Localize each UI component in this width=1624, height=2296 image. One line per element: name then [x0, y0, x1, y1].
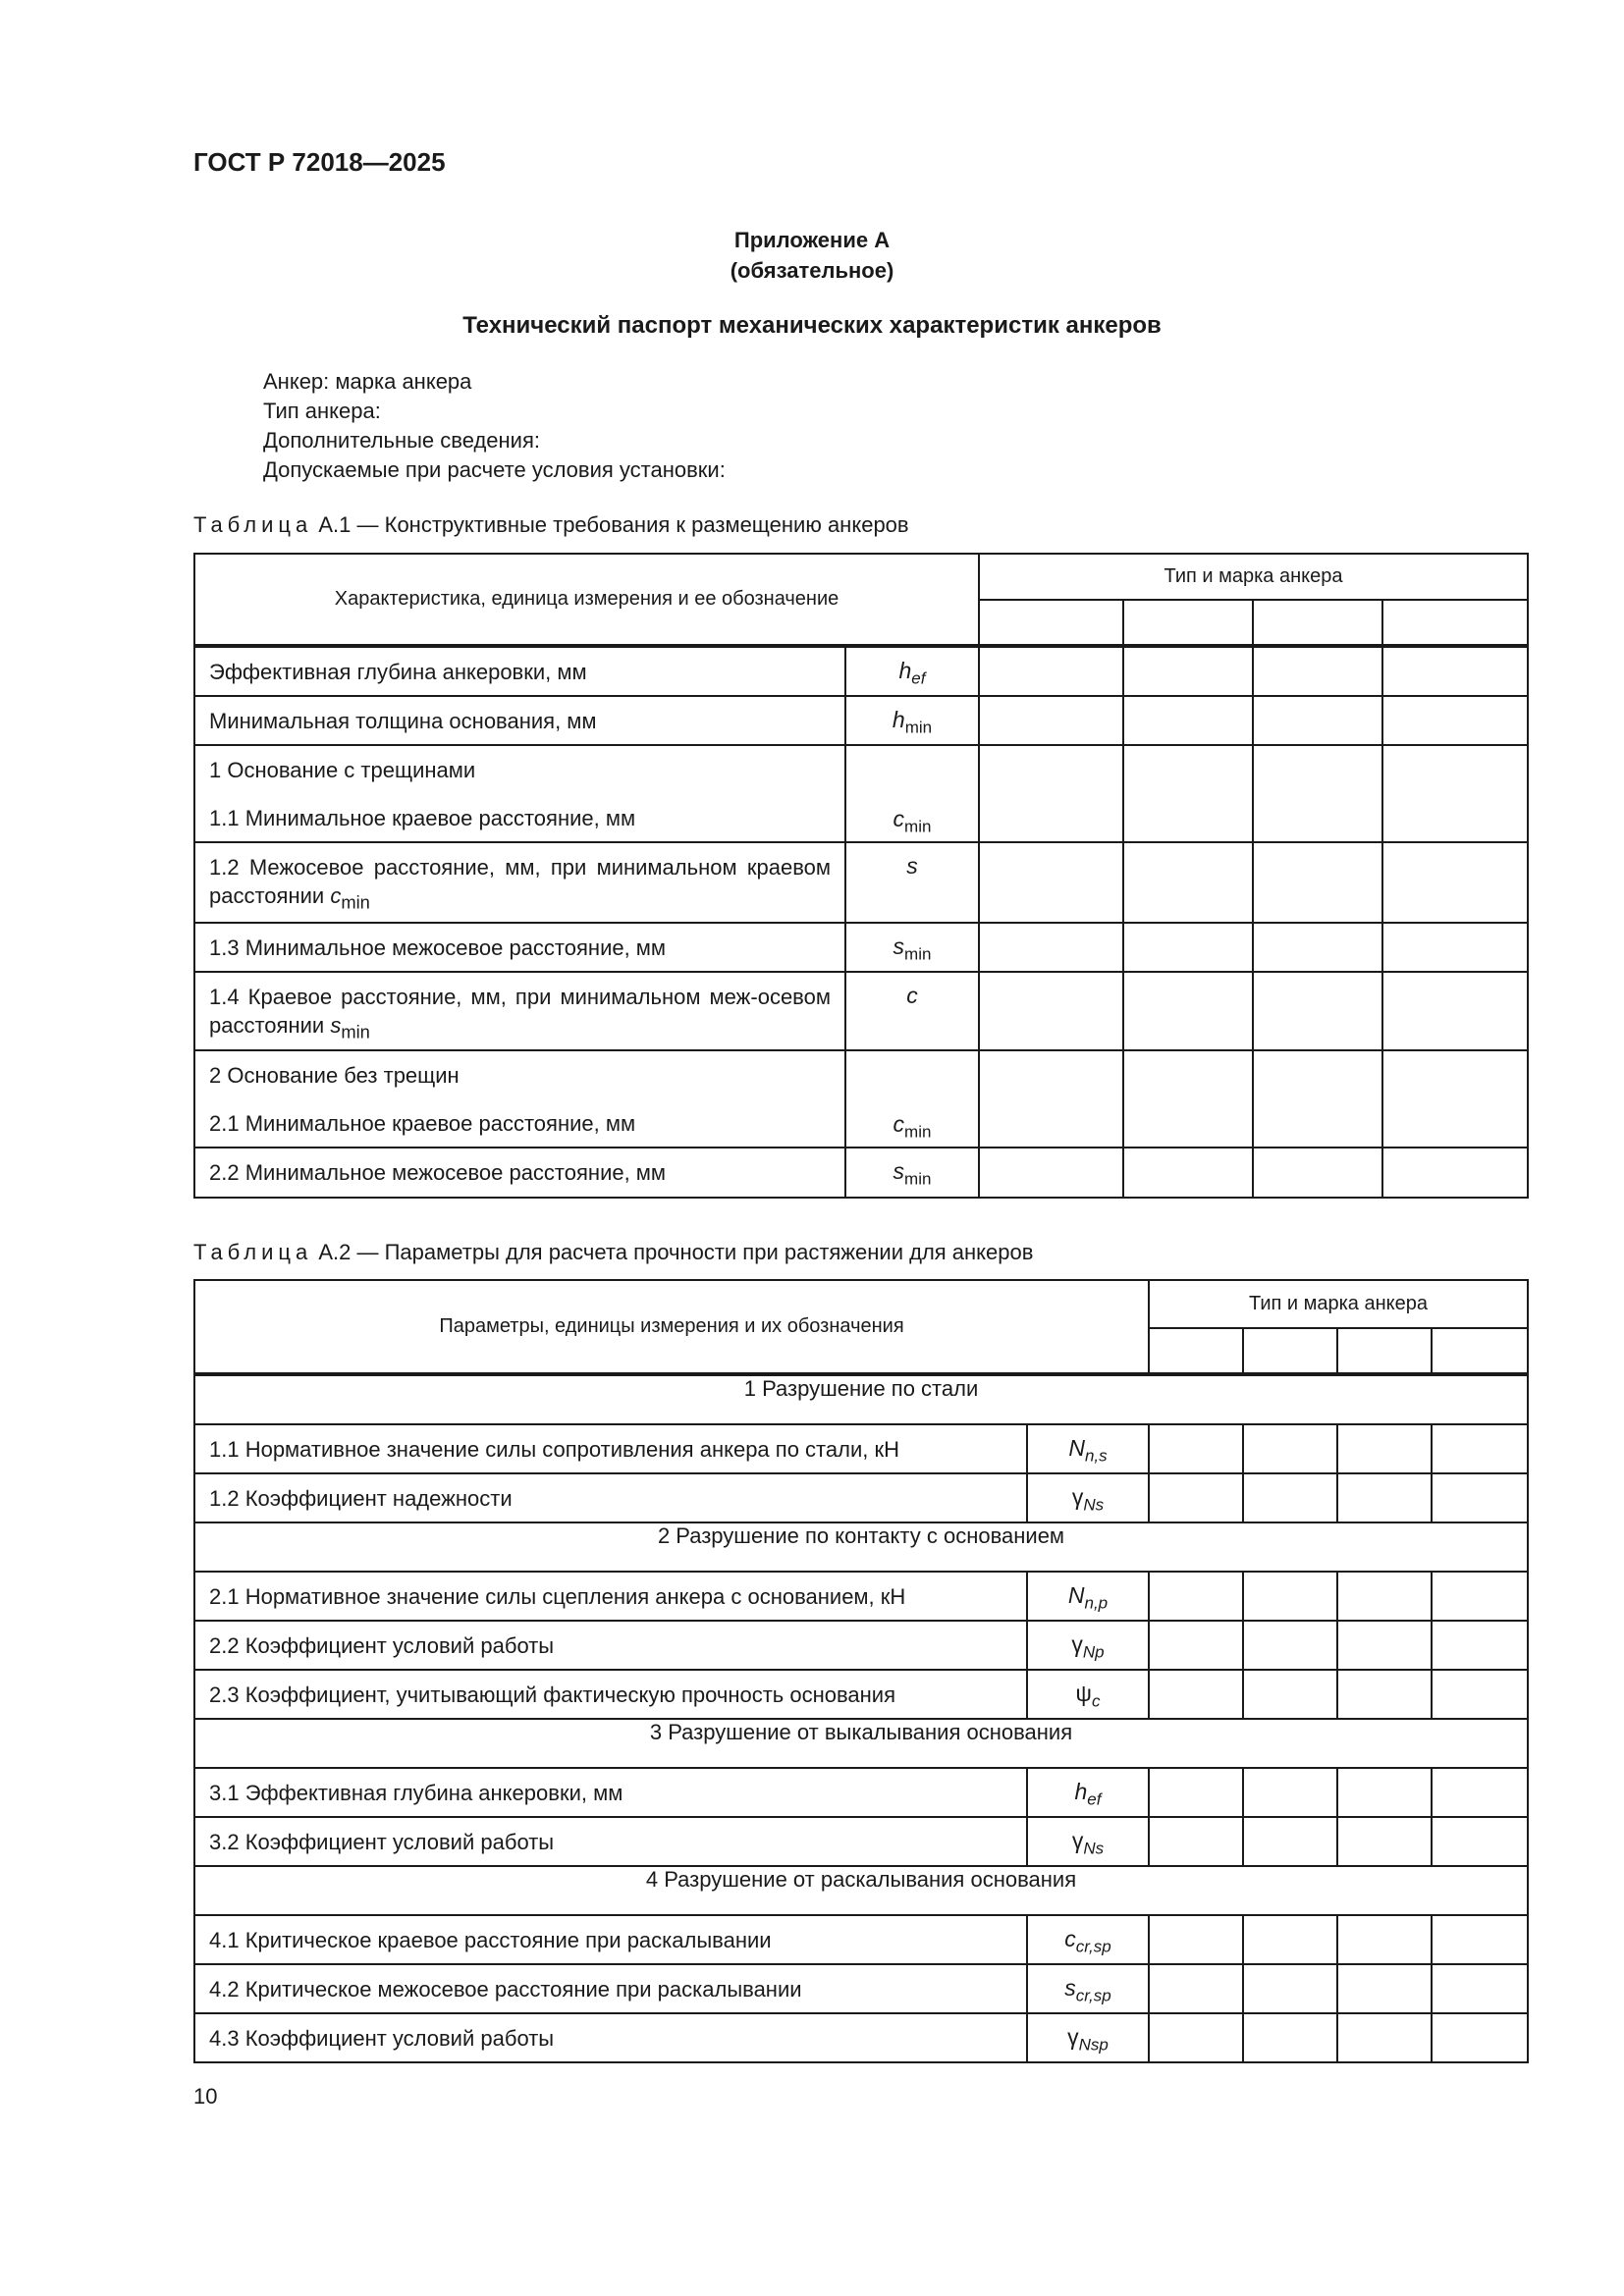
info-block: [263, 367, 726, 485]
row-symbol: s: [845, 842, 979, 923]
table-row: [194, 745, 1528, 842]
row-symbol: $\gamma_{Nsp}$: [1027, 2013, 1149, 2062]
info-line: Анкер: марка анкера: [263, 369, 472, 394]
table-row: [194, 1670, 1528, 1719]
row-label: 2.1 Нормативное значение силы сцепления анкера с основанием, кН: [209, 1584, 906, 1609]
row-label: 1.3 Минимальное межосевое расстояние, мм: [209, 935, 667, 960]
row-label: 3.2 Коэффициент условий работы: [209, 1830, 555, 1854]
table-row: [194, 842, 1528, 923]
document-header: ГОСТ Р 72018—2025: [193, 147, 446, 177]
row-label: 1.1 Минимальное краевое расстояние, мм: [209, 806, 636, 830]
table-a2-header-type: Тип и марка анкера: [1149, 1280, 1528, 1328]
appendix-title: Приложение А: [733, 228, 891, 252]
table-a1-header-type: Тип и марка анкера: [979, 554, 1528, 600]
table-row: [194, 1621, 1528, 1670]
appendix-status: (обязательное): [730, 258, 894, 283]
info-line: Дополнительные сведения:: [263, 428, 540, 453]
table-row: [194, 1148, 1528, 1198]
table-row: [194, 972, 1528, 1050]
row-label: 4.2 Критическое межосевое расстояние при раскалывании: [209, 1977, 802, 2002]
table-row: [194, 1473, 1528, 1522]
table-cell: [1253, 600, 1382, 646]
table-cell: [979, 600, 1123, 646]
section-row: [194, 1522, 1528, 1572]
section-title: 2 Разрушение по контакту с основанием: [194, 1522, 1528, 1572]
row-symbol: $c_{min}$: [845, 745, 979, 842]
row-symbol: $\gamma_{Ns}$: [1027, 1473, 1149, 1522]
table-row: [194, 923, 1528, 972]
table-row: [194, 696, 1528, 745]
table-cell: [1123, 600, 1253, 646]
main-title: Технический паспорт механических характеристик анкеров: [462, 312, 1162, 339]
row-symbol: $c_{min}$: [845, 1050, 979, 1148]
section-row: [194, 1866, 1528, 1915]
section-title: 3 Разрушение от выкалывания основания: [194, 1719, 1528, 1768]
table-a2: [193, 1279, 1529, 2063]
section-row: [194, 1374, 1528, 1424]
row-symbol: $N_{n,p}$: [1027, 1572, 1149, 1621]
table-row: [194, 1768, 1528, 1817]
row-label: 1.1 Нормативное значение силы сопротивления анкера по стали, кН: [209, 1437, 899, 1462]
section-title: 1 Разрушение по стали: [194, 1374, 1528, 1424]
row-symbol: $h_{ef}$: [1027, 1768, 1149, 1817]
table-row: [194, 1572, 1528, 1621]
table-cell: [1382, 600, 1528, 646]
info-line: Допускаемые при расчете условия установки:: [263, 457, 726, 482]
info-line: Тип анкера:: [263, 399, 381, 423]
row-symbol: $h_{ef}$: [845, 646, 979, 696]
row-label: 1.4 Краевое расстояние, мм, при минимальном меж-осевом расстоянии $s_{min}$: [209, 985, 831, 1042]
row-label: 2.3 Коэффициент, учитывающий фактическую прочность основания: [209, 1682, 896, 1707]
row-label: 2.1 Минимальное краевое расстояние, мм: [209, 1111, 636, 1136]
table-a1-header-characteristic: Характеристика, единица измерения и ее обозначение: [194, 554, 979, 646]
section-title: 4 Разрушение от раскалывания основания: [194, 1866, 1528, 1915]
row-symbol: $\gamma_{Ns}$: [1027, 1817, 1149, 1866]
table-row: [194, 1817, 1528, 1866]
table-row: [194, 1424, 1528, 1473]
table-row: [194, 1964, 1528, 2013]
row-label: Минимальная толщина основания, мм: [209, 709, 597, 733]
row-label: 4.3 Коэффициент условий работы: [209, 2026, 555, 2051]
section-row: [194, 1719, 1528, 1768]
row-symbol: $\psi_c$: [1027, 1670, 1149, 1719]
row-group-label: 1 Основание с трещинами: [209, 758, 476, 782]
row-symbol: $\gamma_{Np}$: [1027, 1621, 1149, 1670]
table-a2-header-params: Параметры, единицы измерения и их обозначения: [194, 1280, 1149, 1374]
row-label: Эффективная глубина анкеровки, мм: [209, 660, 587, 684]
row-label: 2.2 Минимальное межосевое расстояние, мм: [209, 1160, 667, 1185]
page-number: 10: [193, 2084, 218, 2109]
row-label: 4.1 Критическое краевое расстояние при раскалывании: [209, 1928, 772, 1952]
row-symbol: $s_{min}$: [845, 1148, 979, 1198]
table-row: [194, 1050, 1528, 1148]
table-a1: [193, 553, 1529, 1199]
row-symbol: $h_{min}$: [845, 696, 979, 745]
table-a1-caption: Таблица А.1 — Конструктивные требования к размещению анкеров: [193, 512, 909, 537]
table-row: [194, 646, 1528, 696]
row-symbol: $c_{cr,sp}$: [1027, 1915, 1149, 1964]
table-a2-caption: Таблица А.2 — Параметры для расчета прочности при растяжении для анкеров: [193, 1240, 1034, 1264]
table-row: [194, 1915, 1528, 1964]
row-symbol: c: [845, 972, 979, 1050]
row-symbol: $s_{cr,sp}$: [1027, 1964, 1149, 2013]
table-row: [194, 2013, 1528, 2062]
row-group-label: 2 Основание без трещин: [209, 1063, 460, 1088]
row-symbol: $s_{min}$: [845, 923, 979, 972]
row-label: 2.2 Коэффициент условий работы: [209, 1633, 555, 1658]
row-label: 1.2 Межосевое расстояние, мм, при минимальном краевом расстоянии $c_{min}$: [209, 855, 831, 913]
row-label: 1.2 Коэффициент надежности: [209, 1486, 513, 1511]
row-label: 3.1 Эффективная глубина анкеровки, мм: [209, 1781, 623, 1805]
row-symbol: $N_{n,s}$: [1027, 1424, 1149, 1473]
